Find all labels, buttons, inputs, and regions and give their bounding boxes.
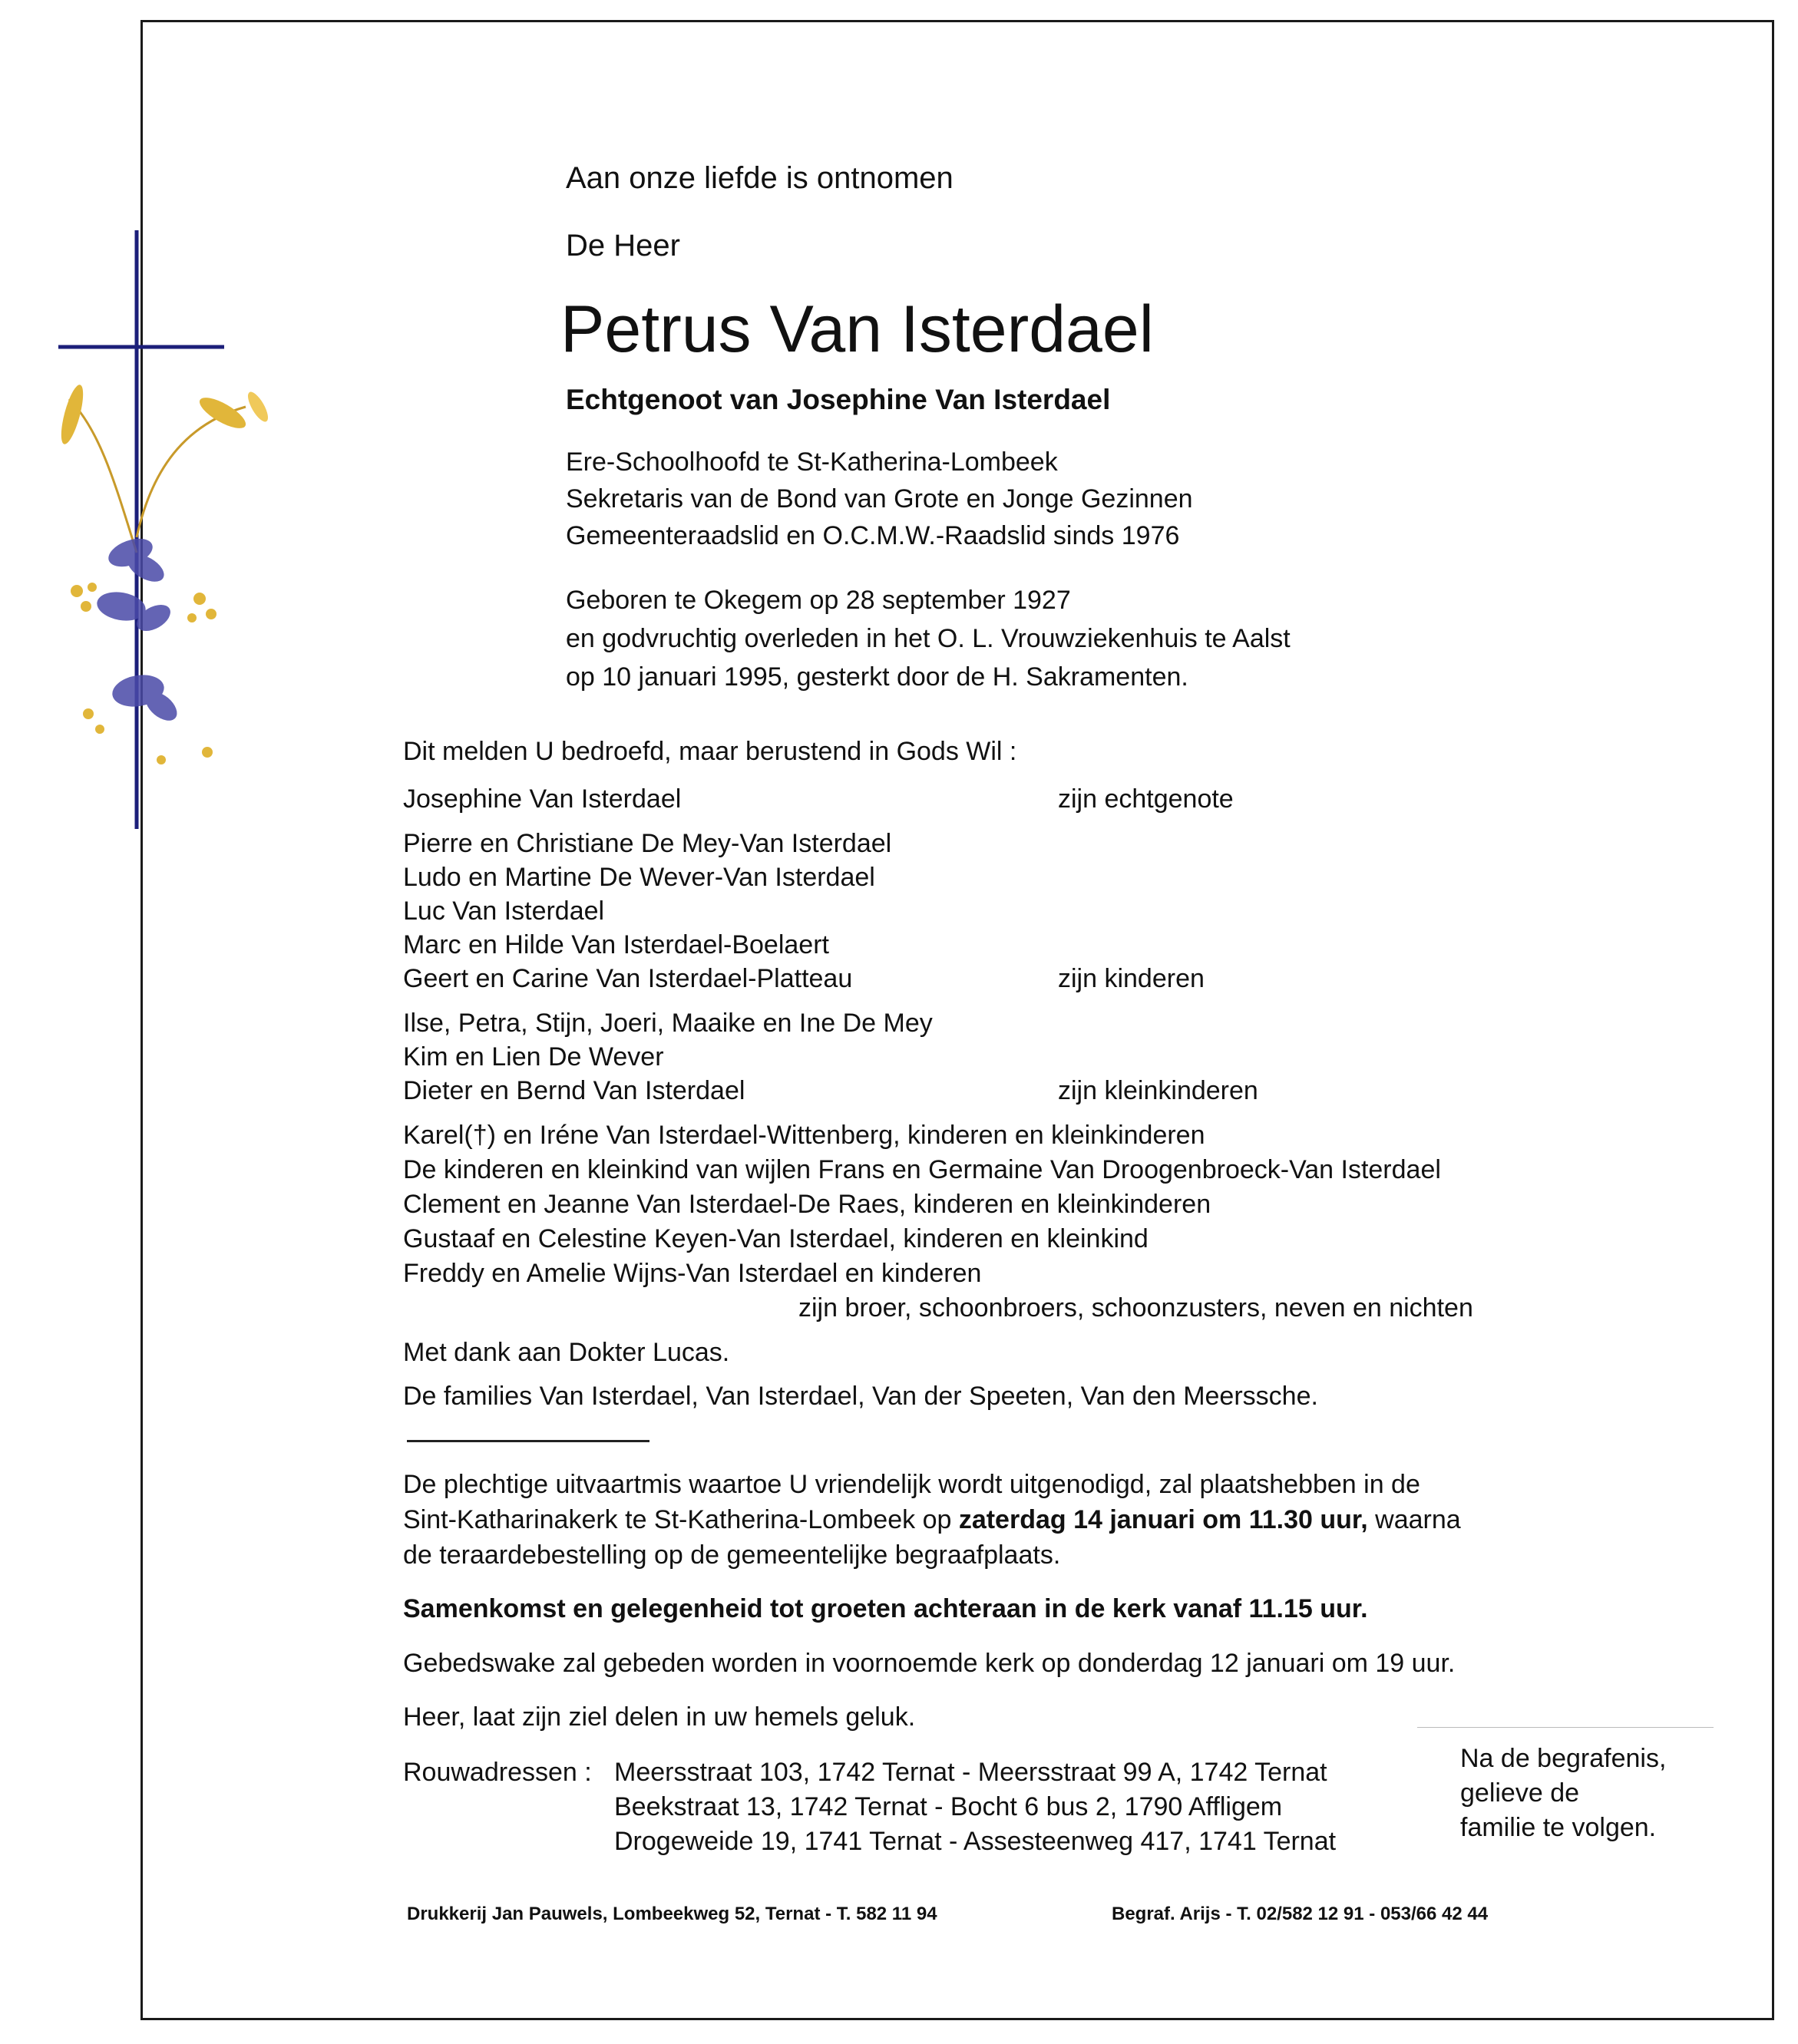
spouse-line: Echtgenoot van Josephine Van Isterdael [566, 384, 1111, 415]
funeral-line: De plechtige uitvaartmis waartoe U vriendelijk wordt uitgenodigd, zal plaatshebben in de [403, 1470, 1420, 1499]
thanks-text: Met dank aan Dokter Lucas. [403, 1338, 730, 1367]
gathering-text: Samenkomst en gelegenheid tot groeten achteraan in de kerk vanaf 11.15 uur. [403, 1594, 1368, 1623]
sibling-line: De kinderen en kleinkind van wijlen Frans en Germaine Van Droogenbroeck-Van Isterdael [403, 1155, 1441, 1184]
child-line: Luc Van Isterdael [403, 897, 605, 926]
funeral-line: de teraardebestelling op de gemeentelijke begraafplaats. [403, 1540, 1061, 1570]
child-line: Pierre en Christiane De Mey-Van Isterdael [403, 829, 892, 858]
note-line: gelieve de [1460, 1778, 1580, 1808]
undertaker-credit: Begraf. Arijs - T. 02/582 12 91 - 053/66 42 44 [1112, 1904, 1489, 1924]
note-line: Na de begrafenis, [1460, 1744, 1667, 1773]
vigil-text: Gebedswake zal gebeden worden in voornoemde kerk op donderdag 12 januari om 19 uur. [403, 1649, 1456, 1678]
sibling-line: Karel(†) en Iréne Van Isterdael-Wittenberg, kinderen en kleinkinderen [403, 1121, 1205, 1150]
sibling-line: Freddy en Amelie Wijns-Van Isterdael en kinderen [403, 1259, 982, 1288]
intro-text: Aan onze liefde is ontnomen [566, 161, 954, 195]
sibling-line: Gustaaf en Celestine Keyen-Van Isterdael, kinderen en kleinkind [403, 1224, 1149, 1253]
address-line: Beekstraat 13, 1742 Ternat - Bocht 6 bus 2, 1790 Affligem [614, 1792, 1283, 1821]
funeral-text: waarna [1367, 1505, 1461, 1534]
children-role: zijn kinderen [1058, 964, 1205, 993]
funeral-datetime: zaterdag 14 januari om 11.30 uur, [958, 1505, 1368, 1534]
printer-credit: Drukkerij Jan Pauwels, Lombeekweg 52, Ternat - T. 582 11 94 [407, 1904, 937, 1924]
note-line: familie te volgen. [1460, 1813, 1657, 1842]
child-line: Marc en Hilde Van Isterdael-Boelaert [403, 930, 829, 959]
divider [407, 1440, 649, 1442]
child-line: Ludo en Martine De Wever-Van Isterdael [403, 863, 875, 892]
prayer-text: Heer, laat zijn ziel delen in uw hemels geluk. [403, 1702, 916, 1732]
spouse-name: Josephine Van Isterdael [403, 784, 682, 814]
grandchild-line: Dieter en Bernd Van Isterdael [403, 1076, 745, 1105]
address-line: Drogeweide 19, 1741 Ternat - Assesteenweg 417, 1741 Ternat [614, 1827, 1337, 1856]
announce-text: Dit melden U bedroefd, maar berustend in Gods Wil : [403, 737, 1017, 766]
families-text: De families Van Isterdael, Van Isterdael, Van der Speeten, Van den Meerssche. [403, 1382, 1318, 1411]
title-prefix: De Heer [566, 229, 680, 263]
sibling-line: Clement en Jeanne Van Isterdael-De Raes, kinderen en kleinkinderen [403, 1190, 1211, 1219]
title-line: Ere-Schoolhoofd te St-Katherina-Lombeek [566, 447, 1058, 477]
deceased-name: Petrus Van Isterdael [560, 292, 1154, 366]
life-line: en godvruchtig overleden in het O. L. Vrouwziekenhuis te Aalst [566, 624, 1291, 653]
grandchild-line: Kim en Lien De Wever [403, 1042, 664, 1072]
funeral-line [403, 1505, 1461, 1535]
child-line: Geert en Carine Van Isterdael-Platteau [403, 964, 853, 993]
address-line: Meersstraat 103, 1742 Ternat - Meersstraat 99 A, 1742 Ternat [614, 1758, 1327, 1787]
grandchild-line: Ilse, Petra, Stijn, Joeri, Maaike en Ine De Mey [403, 1009, 933, 1038]
title-line: Gemeenteraadslid en O.C.M.W.-Raadslid sinds 1976 [566, 521, 1180, 550]
funeral-text: Sint-Katharinakerk te St-Katherina-Lombeek op [403, 1505, 959, 1534]
addresses-label: Rouwadressen : [403, 1758, 592, 1787]
siblings-role: zijn broer, schoonbroers, schoonzusters, neven en nichten [798, 1293, 1473, 1322]
grandchildren-role: zijn kleinkinderen [1058, 1076, 1258, 1105]
cross-flower-icon [46, 230, 322, 844]
life-line: Geboren te Okegem op 28 september 1927 [566, 586, 1071, 615]
spouse-role: zijn echtgenote [1058, 784, 1234, 814]
title-line: Sekretaris van de Bond van Grote en Jonge Gezinnen [566, 484, 1193, 513]
life-line: op 10 januari 1995, gesterkt door de H. Sakramenten. [566, 662, 1188, 692]
